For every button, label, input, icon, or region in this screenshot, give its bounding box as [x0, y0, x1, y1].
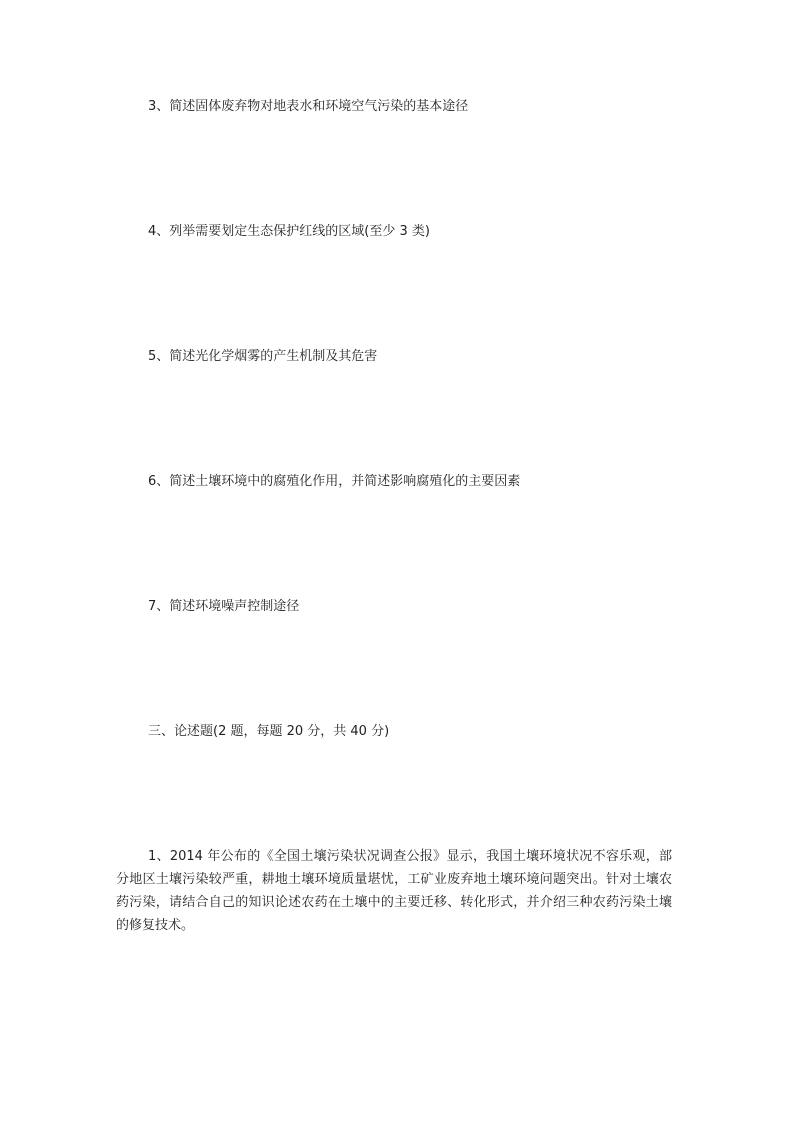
section-heading: 三、论述题(2 题，每题 20 分，共 40 分) — [148, 724, 390, 739]
question-4: 4、列举需要划定生态保护红线的区域(至少 3 类) — [148, 224, 430, 239]
question-7: 7、简述环境噪声控制途径 — [148, 599, 300, 614]
question-6: 6、简述土壤环境中的腐殖化作用，并简述影响腐殖化的主要因素 — [148, 474, 521, 489]
question-3: 3、简述固体废弃物对地表水和环境空气污染的基本途径 — [148, 99, 469, 114]
essay-question-1: 1、2014 年公布的《全国土壤污染状况调查公报》显示，我国土壤环境状况不容乐观，部分地区土壤污染较严重，耕地土壤环境质量堪忧，工矿业废弃地土壤环境问题突出。针对土壤农药污染，请结合自己的知识论述农药在土壤中的主要迁移、转化形式，并介绍三种农药污染土壤的修复技术。 — [116, 849, 672, 933]
question-5: 5、简述光化学烟雾的产生机制及其危害 — [148, 349, 378, 364]
